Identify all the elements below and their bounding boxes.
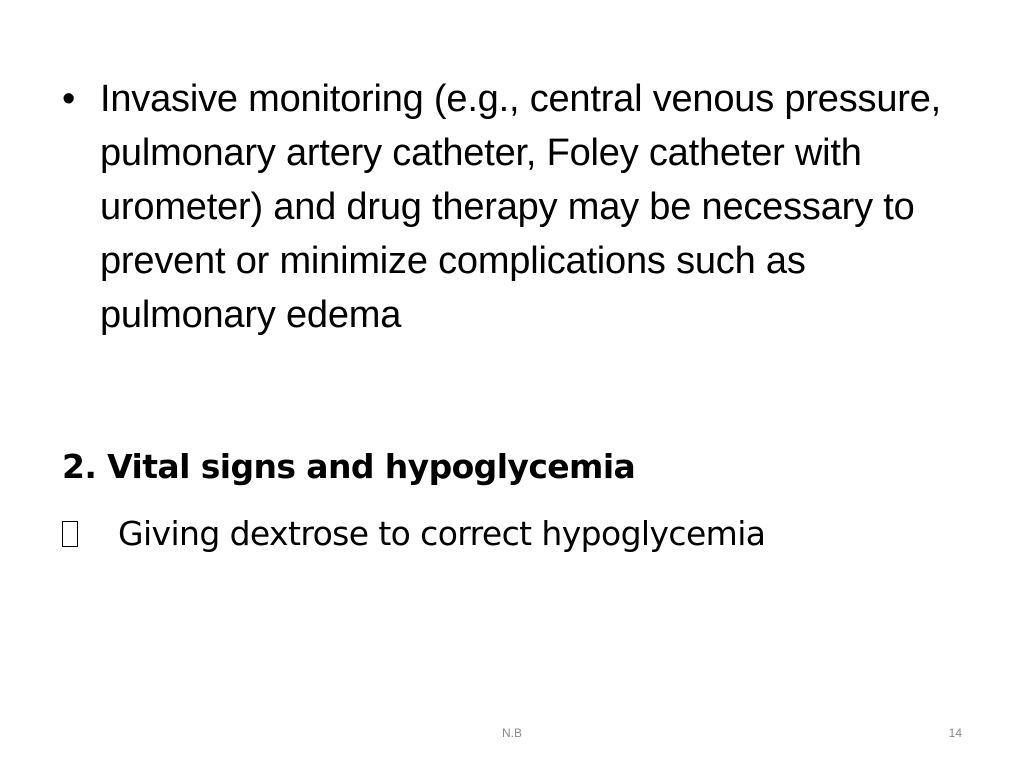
missing-glyph-box-icon: [62, 521, 118, 547]
bullet-text: Invasive monitoring (e.g., central venous pressure, pulmonary artery catheter, Foley catheter with urometer) and drug therapy may be necessary to prevent or minimize complications such as pulmonary edema: [100, 78, 941, 336]
footer-author: N.B: [501, 726, 522, 740]
section-heading: 2. Vital signs and hypoglycemia: [62, 447, 636, 486]
sub-item: [62, 511, 765, 557]
bullet-list: [62, 72, 982, 342]
page-number: 14: [948, 726, 962, 740]
sub-item-text: Giving dextrose to correct hypoglycemia: [118, 514, 766, 553]
bullet-marker: •: [62, 78, 76, 120]
bullet-item: [62, 72, 982, 342]
